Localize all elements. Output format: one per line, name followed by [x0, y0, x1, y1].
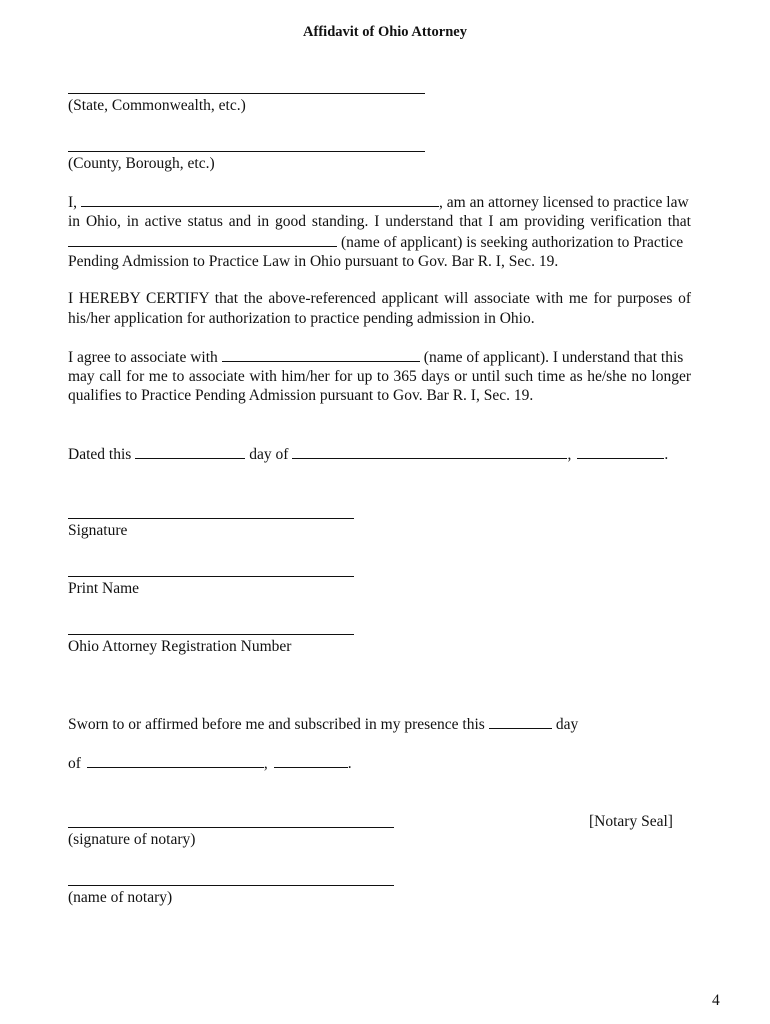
sworn-period: .	[347, 755, 352, 772]
sworn-day-blank[interactable]	[489, 715, 552, 729]
para1-line3-end: (name of applicant) is seeking authorization to Practice	[341, 234, 684, 251]
dated-mid: day of	[249, 446, 289, 463]
para3-start: I agree to associate with	[68, 349, 218, 366]
registration-label: Ohio Attorney Registration Number	[68, 638, 292, 655]
print-name-label: Print Name	[68, 580, 140, 597]
state-blank[interactable]	[68, 93, 425, 94]
sworn-day-end: day	[555, 716, 579, 733]
sworn-month-blank[interactable]	[87, 754, 264, 768]
page-number: 4	[712, 992, 720, 1009]
para1-line2: in Ohio, in active status and in good standing. I understand that I am providing verification that	[68, 213, 691, 230]
para1-line1-end: , am an attorney licensed to practice law	[439, 194, 689, 211]
para3-line1	[68, 348, 683, 367]
signature-label: Signature	[68, 522, 128, 539]
attorney-name-blank[interactable]	[81, 193, 439, 207]
county-label: (County, Borough, etc.)	[68, 155, 215, 172]
applicant-name-blank[interactable]	[68, 233, 337, 247]
dated-day-blank[interactable]	[135, 445, 245, 459]
para1-line4: Pending Admission to Practice Law in Ohio pursuant to Gov. Bar R. I, Sec. 19.	[68, 253, 559, 270]
notary-name-blank[interactable]	[68, 885, 394, 886]
print-name-blank[interactable]	[68, 576, 354, 577]
notary-signature-blank[interactable]	[68, 827, 394, 828]
dated-comma: ,	[567, 446, 572, 463]
para2-line2: his/her application for authorization to practice pending admission in Ohio.	[68, 310, 535, 327]
document-title: Affidavit of Ohio Attorney	[303, 24, 467, 40]
registration-blank[interactable]	[68, 634, 354, 635]
sworn-year-blank[interactable]	[274, 754, 348, 768]
dated-month-blank[interactable]	[292, 445, 567, 459]
para1-line1	[68, 193, 689, 212]
para3-line1-end: (name of applicant). I understand that this	[423, 349, 684, 366]
state-label: (State, Commonwealth, etc.)	[68, 97, 246, 114]
para3-line2: may call for me to associate with him/her for up to 365 days or until such time as he/she no longer	[68, 368, 691, 385]
para1-start: I,	[68, 194, 78, 211]
para3-line3: qualifies to Practice Pending Admission pursuant to Gov. Bar R. I, Sec. 19.	[68, 387, 534, 404]
dated-year-blank[interactable]	[577, 445, 664, 459]
notary-signature-label: (signature of notary)	[68, 831, 196, 848]
para1-line3	[68, 233, 683, 252]
sworn-line2	[68, 754, 352, 773]
signature-blank[interactable]	[68, 518, 354, 519]
notary-seal-label: [Notary Seal]	[589, 813, 673, 830]
sworn-line1	[68, 715, 578, 734]
associate-applicant-blank[interactable]	[222, 348, 420, 362]
dated-line	[68, 445, 668, 464]
notary-name-label: (name of notary)	[68, 889, 173, 906]
para2-line1: I HEREBY CERTIFY that the above-referenced applicant will associate with me for purposes of	[68, 290, 691, 307]
sworn-start: Sworn to or affirmed before me and subscribed in my presence this	[68, 716, 485, 733]
county-blank[interactable]	[68, 151, 425, 152]
sworn-comma: ,	[263, 755, 268, 772]
dated-period: .	[664, 446, 669, 463]
dated-prefix: Dated this	[68, 446, 132, 463]
sworn-of: of	[68, 755, 81, 772]
